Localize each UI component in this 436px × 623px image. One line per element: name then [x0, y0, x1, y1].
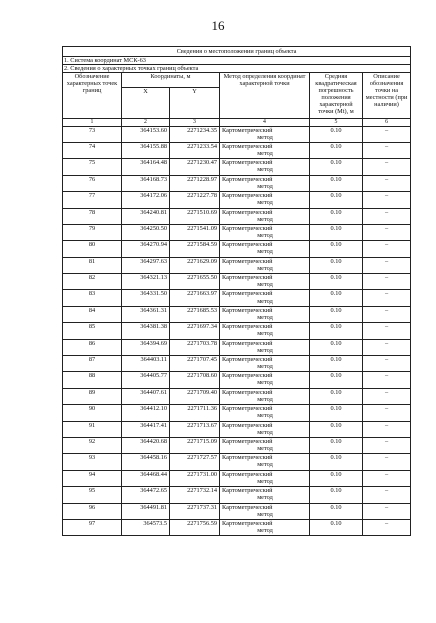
table-row: [63, 454, 411, 470]
method-text: метод: [257, 313, 273, 321]
description-cell: –: [363, 470, 411, 486]
method-text: метод: [257, 199, 273, 207]
method-text: метод: [257, 527, 273, 534]
coordinate-y: 2271731.00: [170, 470, 220, 486]
description-cell: –: [363, 306, 411, 322]
coordinate-y: 2271685.53: [170, 306, 220, 322]
mean-square-error: 0.10: [310, 323, 363, 339]
coordinate-x: 364491.81: [122, 503, 170, 519]
coordinate-x: 364240.81: [122, 208, 170, 224]
coordinate-x: 364394.69: [122, 339, 170, 355]
description-cell: –: [363, 503, 411, 519]
method-text: метод: [257, 297, 273, 305]
table-title: Сведения о местоположении границ объекта: [63, 47, 411, 57]
method-text: метод: [257, 363, 273, 371]
coordinate-x: 364458.16: [122, 454, 170, 470]
mean-square-error: 0.10: [310, 290, 363, 306]
mean-square-error: 0.10: [310, 339, 363, 355]
mean-square-error: 0.10: [310, 438, 363, 454]
table-row: [63, 339, 411, 355]
point-number: 88: [63, 372, 122, 388]
mean-square-error: 0.10: [310, 192, 363, 208]
method-text: метод: [257, 395, 273, 403]
coordinate-x: 364270.94: [122, 241, 170, 257]
table-row: [63, 372, 411, 388]
coordinate-x: 364321.13: [122, 274, 170, 290]
table-row: [63, 306, 411, 322]
method-text: Картометрический: [222, 503, 273, 511]
coordinate-y: 2271510.69: [170, 208, 220, 224]
point-number: 75: [63, 159, 122, 175]
method-text: Картометрический: [222, 306, 273, 314]
method-text: Картометрический: [222, 339, 273, 347]
point-number: 92: [63, 438, 122, 454]
point-number: 77: [63, 192, 122, 208]
coordinate-x: 364468.44: [122, 470, 170, 486]
table-row: [63, 438, 411, 454]
coordinate-x: 364155.88: [122, 142, 170, 158]
mean-square-error: 0.10: [310, 454, 363, 470]
table-row: [63, 290, 411, 306]
point-number: 90: [63, 405, 122, 421]
description-cell: –: [363, 388, 411, 404]
method-cell: [220, 470, 310, 486]
method-text: метод: [257, 428, 273, 436]
description-cell: –: [363, 290, 411, 306]
method-text: метод: [257, 281, 273, 289]
table-row: [63, 470, 411, 486]
coordinate-x: 364573.5: [122, 519, 170, 535]
coordinate-x: 364164.48: [122, 159, 170, 175]
point-number: 93: [63, 454, 122, 470]
coordinate-y: 2271655.50: [170, 274, 220, 290]
header-coordinates: Координаты, м: [122, 73, 220, 88]
method-text: Картометрический: [222, 470, 273, 478]
description-cell: –: [363, 405, 411, 421]
method-text: Картометрический: [222, 487, 273, 495]
method-text: Картометрический: [222, 405, 273, 413]
method-text: Картометрический: [222, 421, 273, 429]
table-row: [63, 421, 411, 437]
mean-square-error: 0.10: [310, 487, 363, 503]
coordinate-y: 2271584.59: [170, 241, 220, 257]
method-text: метод: [257, 461, 273, 469]
point-number: 76: [63, 175, 122, 191]
coordinate-x: 364417.41: [122, 421, 170, 437]
column-number: 2: [122, 119, 170, 126]
description-cell: –: [363, 192, 411, 208]
method-cell: [220, 388, 310, 404]
point-number: 89: [63, 388, 122, 404]
coordinate-x: 364153.60: [122, 126, 170, 142]
mean-square-error: 0.10: [310, 503, 363, 519]
method-text: Картометрический: [222, 274, 273, 282]
mean-square-error: 0.10: [310, 224, 363, 240]
coordinate-y: 2271713.67: [170, 421, 220, 437]
mean-square-error: 0.10: [310, 405, 363, 421]
method-text: метод: [257, 264, 273, 272]
table-row: [63, 388, 411, 404]
coordinate-y: 2271707.45: [170, 356, 220, 372]
coordinate-x: 364412.10: [122, 405, 170, 421]
point-number: 82: [63, 274, 122, 290]
mean-square-error: 0.10: [310, 356, 363, 372]
method-text: Картометрический: [222, 159, 273, 167]
description-cell: –: [363, 175, 411, 191]
coordinate-x: 364420.68: [122, 438, 170, 454]
method-text: метод: [257, 445, 273, 453]
method-text: метод: [257, 166, 273, 174]
method-cell: [220, 290, 310, 306]
mean-square-error: 0.10: [310, 274, 363, 290]
point-number: 81: [63, 257, 122, 273]
coordinate-y: 2271737.31: [170, 503, 220, 519]
point-number: 78: [63, 208, 122, 224]
method-cell: [220, 257, 310, 273]
description-cell: –: [363, 159, 411, 175]
method-text: Картометрический: [222, 519, 273, 527]
description-cell: –: [363, 487, 411, 503]
mean-square-error: 0.10: [310, 257, 363, 273]
coordinate-y: 2271233.54: [170, 142, 220, 158]
column-number: 5: [310, 119, 363, 126]
method-text: Картометрический: [222, 323, 273, 331]
method-cell: [220, 438, 310, 454]
column-number: 3: [170, 119, 220, 126]
column-number: 4: [220, 119, 310, 126]
method-cell: [220, 142, 310, 158]
table-row: [63, 241, 411, 257]
method-text: метод: [257, 477, 273, 485]
description-cell: –: [363, 142, 411, 158]
method-cell: [220, 224, 310, 240]
coordinate-x: 364168.73: [122, 175, 170, 191]
method-text: Картометрический: [222, 192, 273, 200]
description-cell: –: [363, 257, 411, 273]
method-text: Картометрический: [222, 454, 273, 462]
coordinate-x: 364250.50: [122, 224, 170, 240]
method-text: Картометрический: [222, 241, 273, 249]
mean-square-error: 0.10: [310, 159, 363, 175]
coordinate-x: 364407.61: [122, 388, 170, 404]
coordinate-y: 2271541.09: [170, 224, 220, 240]
page-number: 16: [211, 18, 225, 33]
description-cell: –: [363, 438, 411, 454]
description-cell: –: [363, 454, 411, 470]
mean-square-error: 0.10: [310, 208, 363, 224]
method-text: метод: [257, 133, 273, 141]
table-row: [63, 126, 411, 142]
point-number: 83: [63, 290, 122, 306]
coordinate-y: 2271228.97: [170, 175, 220, 191]
point-number: 94: [63, 470, 122, 486]
header-method: Метод определения координат характерной точки: [220, 73, 310, 119]
point-number: 80: [63, 241, 122, 257]
table-row: [63, 356, 411, 372]
point-number: 97: [63, 519, 122, 535]
coordinate-x: 364361.31: [122, 306, 170, 322]
coordinate-x: 364331.50: [122, 290, 170, 306]
table-row: [63, 224, 411, 240]
description-cell: –: [363, 208, 411, 224]
method-text: метод: [257, 412, 273, 420]
method-text: Картометрический: [222, 372, 273, 380]
method-text: метод: [257, 510, 273, 518]
coordinate-x: 364472.65: [122, 487, 170, 503]
method-cell: [220, 241, 310, 257]
coordinate-y: 2271732.14: [170, 487, 220, 503]
mean-square-error: 0.10: [310, 142, 363, 158]
points-section-line: 2. Сведения о характерных точках границ объекта: [63, 65, 411, 73]
table-row: [63, 323, 411, 339]
description-cell: –: [363, 241, 411, 257]
point-number: 91: [63, 421, 122, 437]
method-cell: [220, 454, 310, 470]
coordinate-y: 2271703.78: [170, 339, 220, 355]
coordinate-y: 2271227.78: [170, 192, 220, 208]
point-number: 84: [63, 306, 122, 322]
description-cell: –: [363, 519, 411, 535]
coordinates-table: [62, 46, 411, 536]
point-number: 73: [63, 126, 122, 142]
method-cell: [220, 323, 310, 339]
coordinate-y: 2271756.59: [170, 519, 220, 535]
method-text: метод: [257, 248, 273, 256]
table-row: [63, 175, 411, 191]
coordinate-y: 2271727.57: [170, 454, 220, 470]
method-cell: [220, 487, 310, 503]
coordinate-y: 2271230.47: [170, 159, 220, 175]
point-number: 96: [63, 503, 122, 519]
mean-square-error: 0.10: [310, 306, 363, 322]
coordinate-y: 2271711.36: [170, 405, 220, 421]
description-cell: –: [363, 372, 411, 388]
method-cell: [220, 208, 310, 224]
point-number: 79: [63, 224, 122, 240]
method-text: Картометрический: [222, 208, 273, 216]
method-text: метод: [257, 182, 273, 190]
method-text: метод: [257, 150, 273, 158]
method-text: метод: [257, 231, 273, 239]
mean-square-error: 0.10: [310, 421, 363, 437]
coordinate-x: 364405.77: [122, 372, 170, 388]
method-cell: [220, 175, 310, 191]
method-cell: [220, 126, 310, 142]
mean-square-error: 0.10: [310, 519, 363, 535]
method-text: метод: [257, 215, 273, 223]
method-cell: [220, 356, 310, 372]
coordinate-y: 2271708.60: [170, 372, 220, 388]
coordinate-y: 2271234.35: [170, 126, 220, 142]
table-row: [63, 257, 411, 273]
method-text: Картометрический: [222, 438, 273, 445]
header-description: Описание обозначения точки на местности (при наличии): [363, 73, 411, 119]
description-cell: –: [363, 323, 411, 339]
header-x: X: [122, 88, 170, 119]
mean-square-error: 0.10: [310, 175, 363, 191]
method-cell: [220, 372, 310, 388]
mean-square-error: 0.10: [310, 126, 363, 142]
method-cell: [220, 405, 310, 421]
method-cell: [220, 519, 310, 535]
table-row: [63, 519, 411, 535]
description-cell: –: [363, 126, 411, 142]
column-number: 1: [63, 119, 122, 126]
description-cell: –: [363, 224, 411, 240]
coordinate-x: 364172.06: [122, 192, 170, 208]
method-text: метод: [257, 330, 273, 338]
mean-square-error: 0.10: [310, 241, 363, 257]
point-number: 87: [63, 356, 122, 372]
method-text: Картометрический: [222, 356, 273, 364]
table-row: [63, 192, 411, 208]
table-row: [63, 159, 411, 175]
method-cell: [220, 339, 310, 355]
column-number: 6: [363, 119, 411, 126]
method-text: Картометрический: [222, 175, 273, 183]
method-cell: [220, 274, 310, 290]
method-text: Картометрический: [222, 388, 273, 396]
table-row: [63, 208, 411, 224]
header-y: Y: [170, 88, 220, 119]
coordinate-y: 2271663.97: [170, 290, 220, 306]
point-number: 85: [63, 323, 122, 339]
coordinate-system-line: 1. Система координат МСК-63: [63, 57, 411, 65]
mean-square-error: 0.10: [310, 470, 363, 486]
table-row: [63, 142, 411, 158]
table-row: [63, 503, 411, 519]
method-text: Картометрический: [222, 290, 273, 298]
point-number: 86: [63, 339, 122, 355]
mean-square-error: 0.10: [310, 388, 363, 404]
method-text: метод: [257, 346, 273, 354]
method-cell: [220, 159, 310, 175]
method-text: Картометрический: [222, 224, 273, 232]
point-number: 74: [63, 142, 122, 158]
method-cell: [220, 192, 310, 208]
coordinate-x: 364403.11: [122, 356, 170, 372]
method-cell: [220, 503, 310, 519]
coordinate-x: 364297.63: [122, 257, 170, 273]
header-mean-square-error: Средняя квадратическая погрешность положения характерной точки (Mt), м: [310, 73, 363, 119]
method-cell: [220, 421, 310, 437]
mean-square-error: 0.10: [310, 372, 363, 388]
coordinate-y: 2271709.40: [170, 388, 220, 404]
method-text: Картометрический: [222, 257, 273, 265]
coordinate-x: 364381.38: [122, 323, 170, 339]
description-cell: –: [363, 421, 411, 437]
method-text: метод: [257, 494, 273, 502]
method-text: Картометрический: [222, 142, 273, 150]
coordinate-y: 2271697.34: [170, 323, 220, 339]
point-number: 95: [63, 487, 122, 503]
header-point-designation: Обозначение характерных точек границ: [63, 73, 122, 119]
method-text: Картометрический: [222, 126, 273, 134]
coordinate-y: 2271629.09: [170, 257, 220, 273]
description-cell: –: [363, 339, 411, 355]
table-row: [63, 487, 411, 503]
description-cell: –: [363, 274, 411, 290]
method-cell: [220, 306, 310, 322]
coordinate-y: 2271715.09: [170, 438, 220, 454]
table-row: [63, 274, 411, 290]
description-cell: –: [363, 356, 411, 372]
method-text: метод: [257, 379, 273, 387]
table-row: [63, 405, 411, 421]
